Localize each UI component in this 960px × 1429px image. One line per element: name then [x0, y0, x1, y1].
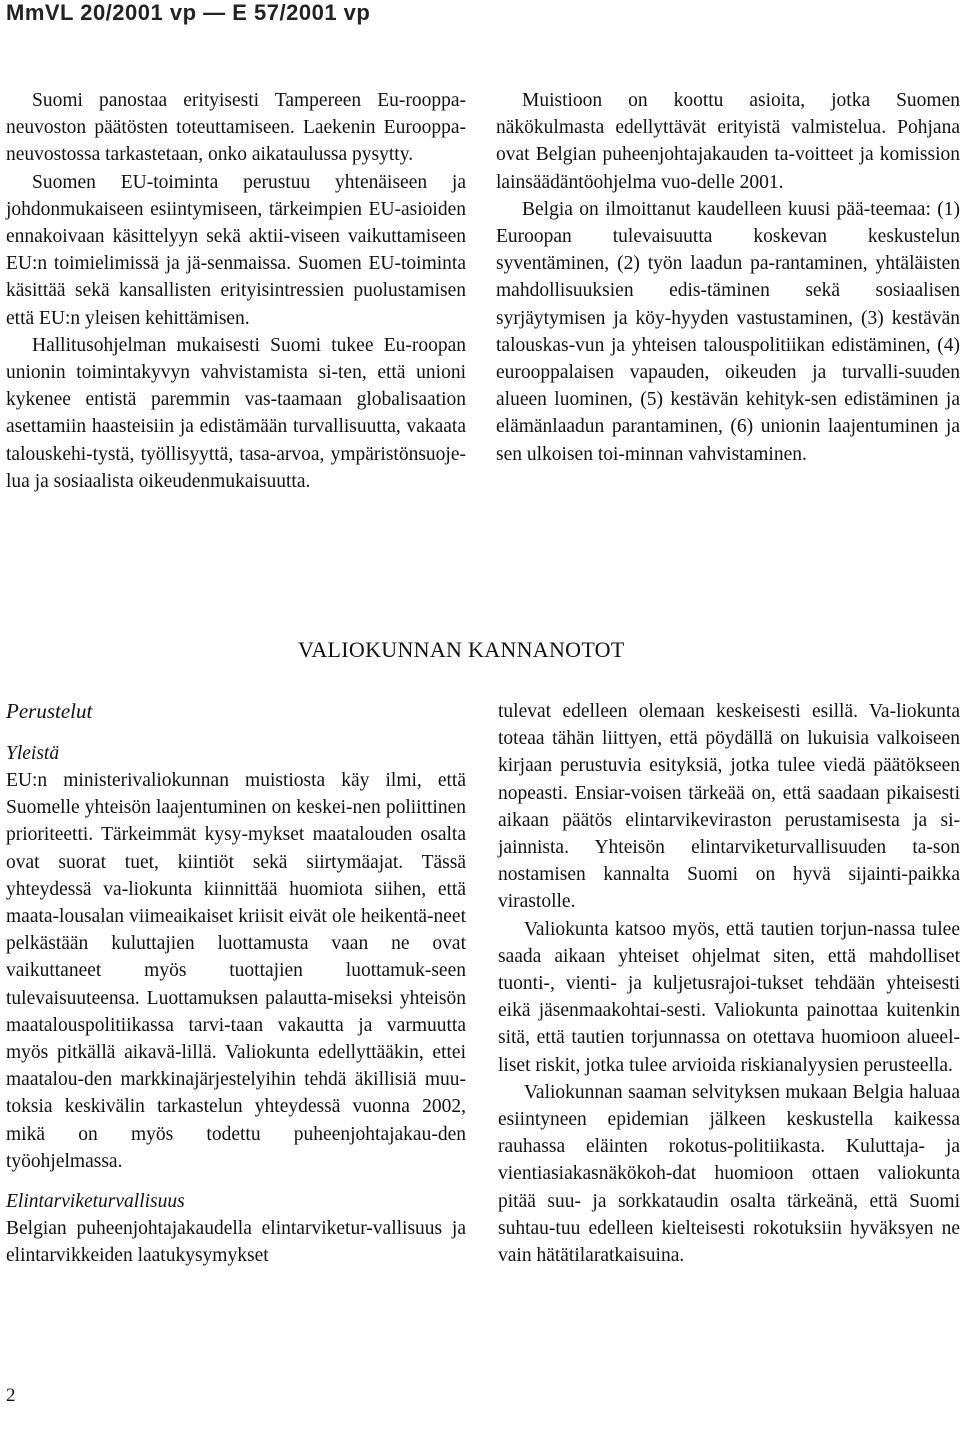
paragraph: Suomi panostaa erityisesti Tampereen Eu-rooppa-neuvoston päätösten toteuttamiseen. Laekenin Eurooppa-neuvostossa tarkastetaan, onko aikataulussa pysytty.: [6, 90, 466, 166]
subheading: Yleistä: [6, 743, 60, 764]
paragraph: tulevat edelleen olemaan keskeisesti esillä. Va-liokunta toteaa tähän liittyen, että pöydällä on lukuisia valkoiseen kirjaan perustuvia esityksiä, jotka tulee viedä päätökseen nopeasti. Ensiar-voisen tärkeää on, että saadaan pikaisesti aikaan päätös elintarvikeviraston perustamisesta ja si-jainnista. Yhteisön elintarviketurvallisuuden ta-son nostamisen kannalta Suomi on hyvä sijainti-paikka virastolle.: [498, 701, 960, 913]
paragraph: Muistioon on koottu asioita, jotka Suomen näkökulmasta edellyttävät erityistä valmistelua. Pohjana ovat Belgian puheenjohtajakauden ta-voitteet ja komission lainsäädäntöohjelma vuo-delle 2001.: [496, 90, 960, 193]
section-heading: Perustelut: [6, 699, 93, 723]
section-title: VALIOKUNNAN KANNANOTOT: [298, 637, 625, 662]
bottom-left-column: [6, 696, 466, 1269]
document-header: MmVL 20/2001 vp — E 57/2001 vp: [6, 0, 371, 25]
top-right-column: [496, 87, 960, 468]
top-left-column: [6, 87, 466, 495]
spacer: [6, 1175, 466, 1188]
paragraph: EU:n ministerivaliokunnan muistiosta käy ilmi, että Suomelle yhteisön laajentuminen on keskei-nen poliittinen prioriteetti. Tärkeimmät kysy-mykset maatalouden osalta ovat suorat tuet, kiintiöt sekä siirtymäajat. Tässä yhteydessä va-liokunta kiinnittää huomiota siihen, että maata-lousalan viimeaikaiset kriisit eivät ole heikentä-neet pelkästään kuluttajien luottamusta vaan ne ovat vaikuttaneet myös tuottajien luottamuk-seen tulevaisuuteensa. Luottamuksen palautta-miseksi yhteisön maatalouspolitiikassa tarvi-taan vakautta ja varmuutta myös pitkällä aikavä-lillä. Valiokunta edellyttääkin, ettei maatalou-den markkinajärjestelyihin tehdä äkillisiä muu-toksia keskivälin tarkastelun yhteydessä vuonna 2002, mikä on myös todettu puheenjohtajakau-den työohjelmassa.: [6, 770, 466, 1172]
paragraph: Belgian puheenjohtajakaudella elintarviketur-vallisuus ja elintarvikkeiden laatukysymykset: [6, 1218, 466, 1267]
paragraph: Suomen EU-toiminta perustuu yhtenäiseen ja johdonmukaiseen esiintymiseen, tärkeimpien EU-asioiden ennakoivaan käsittelyyn sekä aktii-viseen vaikuttamiseen EU:n toimielimissä ja jä-senmaissa. Suomen EU-toiminta käsittää sekä kansallisten erityisintressien puolustamisen että EU:n yleisen kehittämisen.: [6, 171, 466, 329]
subheading: Elintarviketurvallisuus: [6, 1191, 185, 1213]
paragraph: Valiokunta katsoo myös, että tautien torjun-nassa tulee saada aikaan yhteiset ohjelmat siten, että mahdolliset tuonti-, vienti- ja kuljetusrajoi-tukset tehdään yhteisesti eikä jäsenmaakohtai-sesti. Valiokunta painottaa kuitenkin sitä, että tautien torjunnassa on otettava huomioon alueel-liset riskit, jotka tulee arvioida riskianalyysien perusteella.: [498, 918, 960, 1076]
bottom-right-column: [498, 698, 960, 1269]
paragraph: Valiokunnan saaman selvityksen mukaan Belgia haluaa esiintyneen epidemian jälkeen keskustella kaikessa rauhassa eläinten rokotus-politiikasta. Kuluttaja- ja vientiasiakasnäkökoh-dat huomioon ottaen valiokunta pitää suu- ja sorkkataudin osalta tärkeänä, että Suomi suhtau-tuu edelleen kielteisesti rokotuksiin hyväksyen ne vain hätätilaratkaisuina.: [498, 1081, 960, 1267]
page-number: 2: [6, 1385, 16, 1406]
paragraph: Belgia on ilmoittanut kaudelleen kuusi pää-teemaa: (1) Euroopan tulevaisuutta koskevan keskustelun syventäminen, (2) työn laadun pa-rantaminen, yhtäläisten mahdollisuuksien edis-täminen sekä sosiaalisen syrjäytymisen ja köy-hyyden vastustaminen, (3) kestävän talouskas-vun ja yhteisen talouspolitiikan edistäminen, (4) eurooppalaisen vapauden, oikeuden ja turvalli-suuden alueen luominen, (5) kestävän kehityk-sen edistäminen ja elämänlaadun parantaminen, (6) unionin laajentuminen ja sen ulkoisen toi-minnan vahvistaminen.: [496, 198, 960, 465]
paragraph: Hallitusohjelman mukaisesti Suomi tukee Eu-roopan unionin toimintakyvyn vahvistamista si-ten, että unioni kykenee entistä paremmin vas-taamaan globalisaation asettamiin haasteisiin ja edistämään turvallisuutta, vakaata talouskehi-tystä, työllisyyttä, tasa-arvoa, ympäristönsuoje-lua ja sosiaalista oikeudenmukaisuutta.: [6, 334, 466, 492]
